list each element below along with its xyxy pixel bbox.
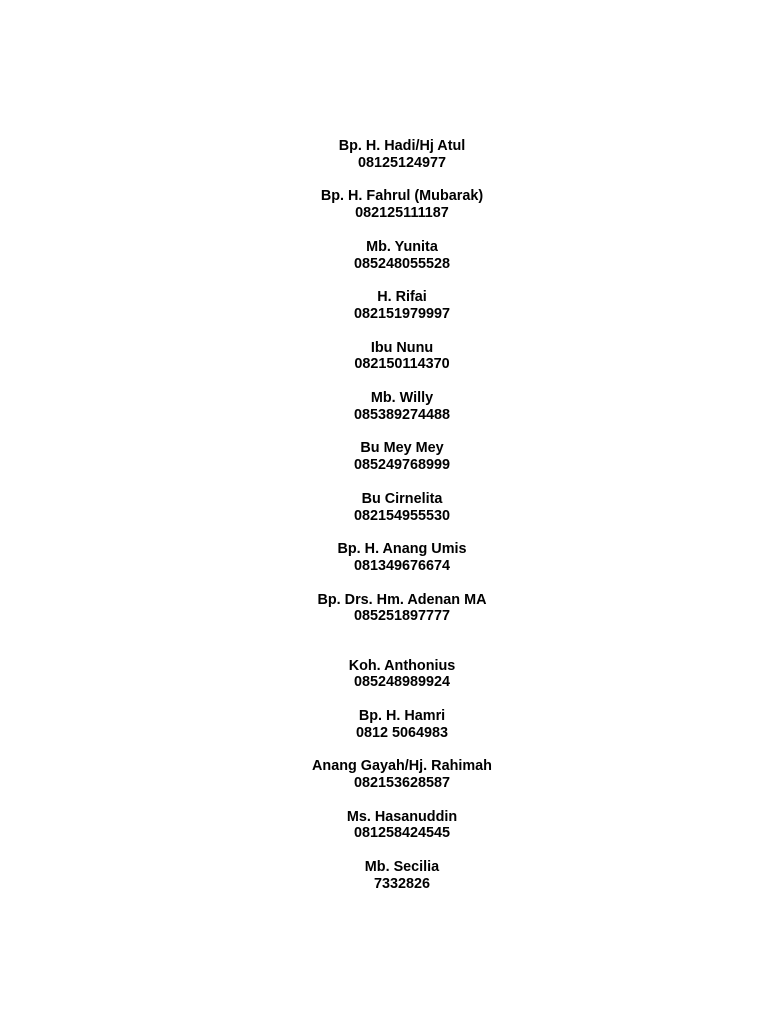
contact-entry xyxy=(0,592,768,658)
contact-name: Bp. H. Anang Umis xyxy=(337,541,467,558)
contact-phone: 085248989924 xyxy=(353,674,451,691)
contact-entry xyxy=(0,390,768,440)
contact-phone: 081349676674 xyxy=(353,557,451,574)
contact-name: Koh. Anthonius xyxy=(348,657,456,674)
contact-name: Ibu Nunu xyxy=(370,339,434,356)
contact-name: Bp. H. Hadi/Hj Atul xyxy=(338,138,466,154)
contact-name: Bp. Drs. Hm. Adenan MA xyxy=(317,591,487,608)
contact-phone: 082153628587 xyxy=(353,775,451,792)
contact-phone: 085389274488 xyxy=(353,406,451,423)
contact-phone: 082154955530 xyxy=(353,507,451,524)
contact-phone: 7332826 xyxy=(373,875,431,892)
contact-entry xyxy=(0,758,768,808)
contact-entry xyxy=(0,138,768,188)
contact-name: Mb. Secilia xyxy=(364,859,440,876)
contact-name: Bu Mey Mey xyxy=(360,440,444,457)
contact-entry xyxy=(0,708,768,758)
contact-phone: 085251897777 xyxy=(353,608,451,625)
contact-name: H. Rifai xyxy=(377,289,427,306)
contact-entry xyxy=(0,289,768,339)
contact-phone: 082150114370 xyxy=(354,356,450,373)
contact-name: Bp. H. Fahrul (Mubarak) xyxy=(320,188,484,205)
contact-entry xyxy=(0,491,768,541)
contact-entry xyxy=(0,340,768,390)
contact-phone: 081258424545 xyxy=(353,825,451,842)
contact-phone: 082125111187 xyxy=(355,205,449,222)
contact-name: Anang Gayah/Hj. Rahimah xyxy=(312,758,492,775)
contact-phone: 0812 5064983 xyxy=(355,724,449,741)
contact-entry xyxy=(0,440,768,490)
contact-phone: 08125124977 xyxy=(357,154,447,171)
contact-phone: 082151979997 xyxy=(353,305,451,322)
contact-list xyxy=(0,138,768,909)
contact-name: Bu Cirnelita xyxy=(361,490,443,507)
contact-entry xyxy=(0,188,768,238)
contact-entry xyxy=(0,859,768,909)
contact-name: Mb. Willy xyxy=(370,389,434,406)
contact-entry xyxy=(0,809,768,859)
contact-entry xyxy=(0,239,768,289)
contact-entry xyxy=(0,658,768,708)
contact-name: Mb. Yunita xyxy=(366,238,438,255)
contact-phone: 085248055528 xyxy=(353,255,451,272)
contact-entry xyxy=(0,541,768,591)
contact-name: Bp. H. Hamri xyxy=(358,707,446,724)
contact-phone: 085249768999 xyxy=(353,457,451,474)
contact-name: Ms. Hasanuddin xyxy=(346,808,458,825)
